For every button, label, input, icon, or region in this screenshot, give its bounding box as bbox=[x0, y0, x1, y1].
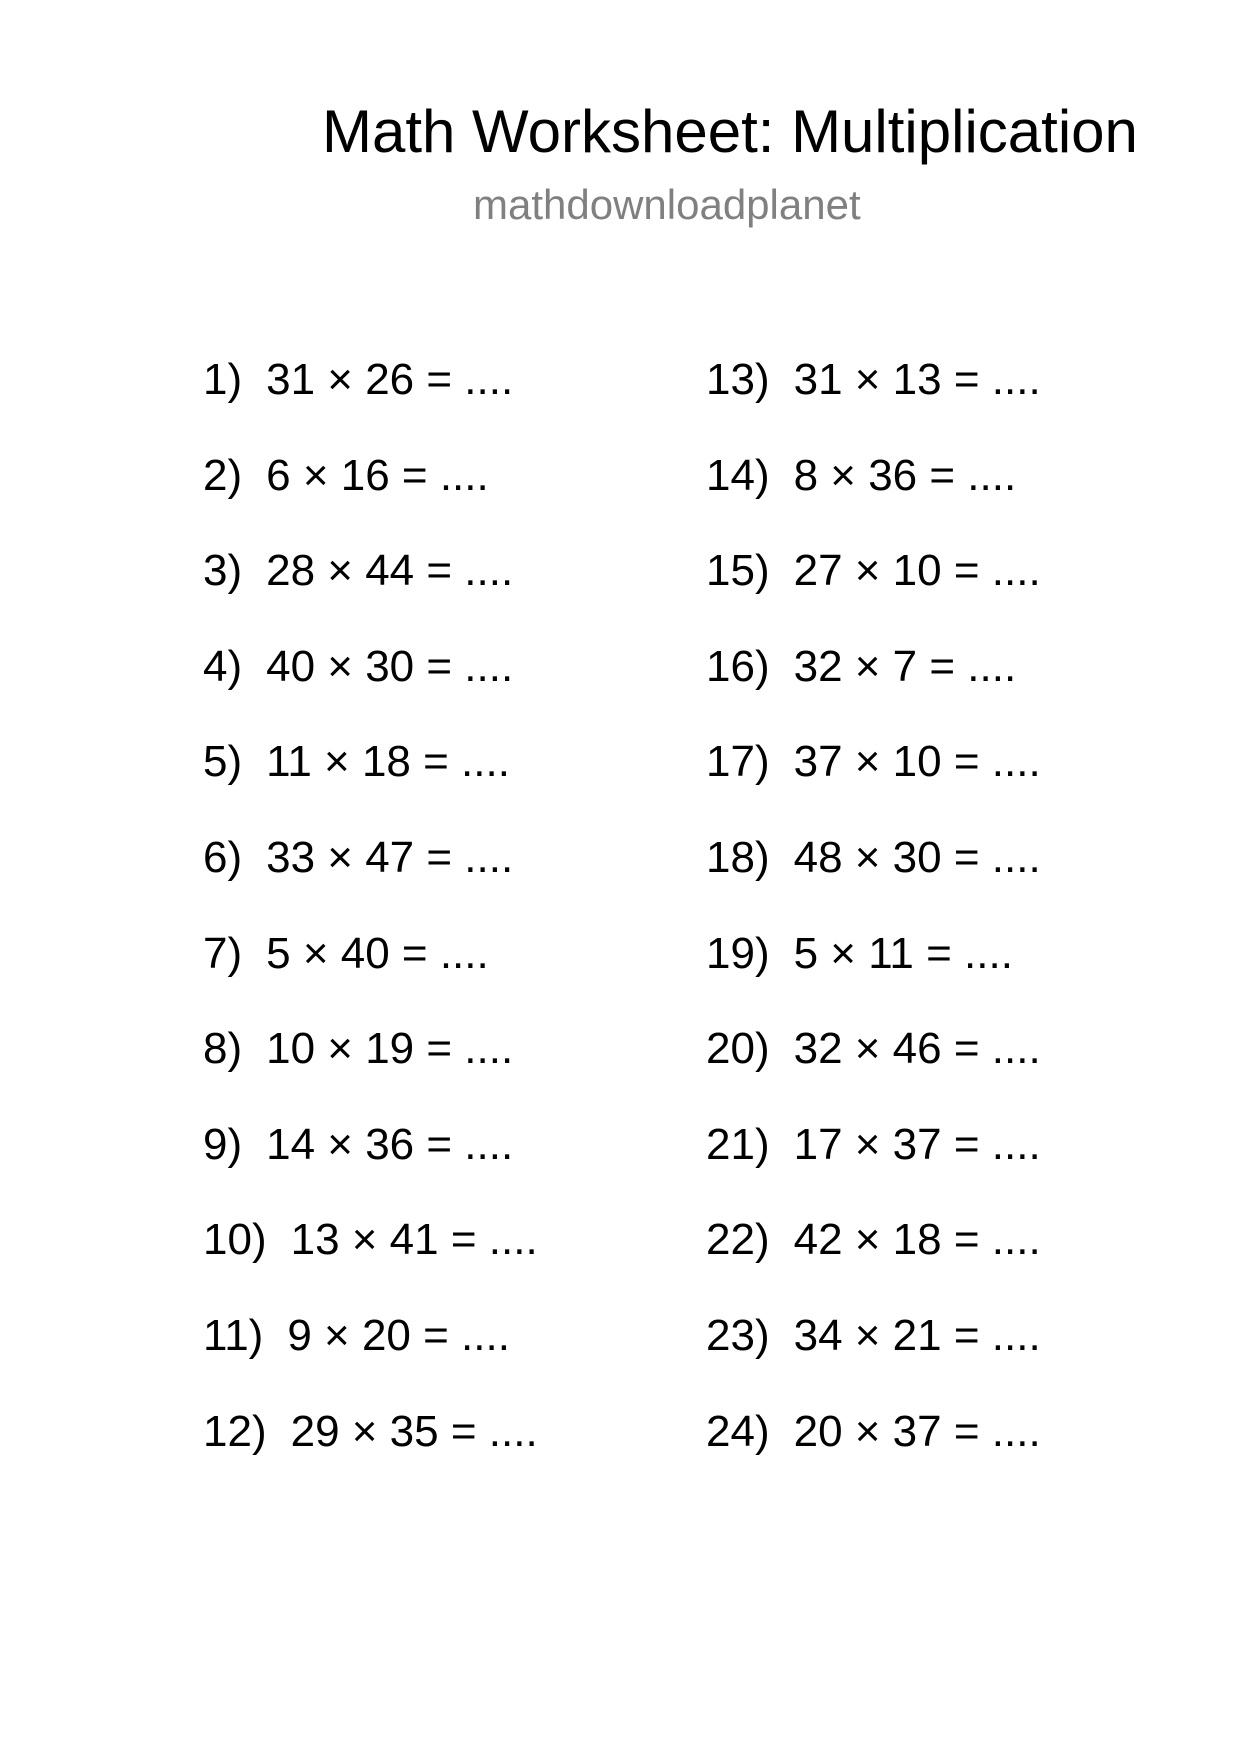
problem-number: 5) bbox=[203, 737, 243, 787]
problem-item bbox=[706, 639, 1041, 735]
problem-item bbox=[203, 830, 538, 926]
problem-item bbox=[706, 1021, 1041, 1117]
problem-item bbox=[203, 448, 538, 544]
problem-expression: 20 × 37 = .... bbox=[793, 1406, 1041, 1456]
problem-item bbox=[706, 1404, 1041, 1500]
problem-item bbox=[203, 352, 538, 448]
problem-expression: 48 × 30 = .... bbox=[793, 832, 1041, 882]
problem-number: 2) bbox=[203, 450, 243, 500]
problem-item bbox=[706, 1308, 1041, 1404]
problem-item bbox=[203, 1308, 538, 1404]
problem-number: 23) bbox=[706, 1310, 770, 1360]
problem-expression: 31 × 13 = .... bbox=[793, 355, 1041, 404]
problem-expression: 34 × 21 = .... bbox=[793, 1310, 1041, 1360]
problem-number: 19) bbox=[706, 928, 770, 978]
problem-expression: 17 × 37 = .... bbox=[793, 1119, 1041, 1169]
problem-expression: 8 × 36 = .... bbox=[793, 450, 1017, 500]
problem-item bbox=[203, 1404, 538, 1500]
problem-expression: 27 × 10 = .... bbox=[793, 546, 1041, 596]
problem-item bbox=[203, 1212, 538, 1308]
problem-expression: 37 × 10 = .... bbox=[793, 737, 1041, 787]
problem-item bbox=[203, 543, 538, 639]
page-title: Math Worksheet: Multiplication bbox=[322, 98, 1138, 165]
problem-number: 10) bbox=[203, 1215, 267, 1265]
problem-number: 21) bbox=[706, 1119, 770, 1169]
problem-expression: 32 × 46 = .... bbox=[793, 1024, 1041, 1074]
problem-expression: 32 × 7 = .... bbox=[793, 641, 1017, 691]
problem-item bbox=[706, 352, 1041, 448]
problem-item bbox=[706, 830, 1041, 926]
problem-expression: 33 × 47 = .... bbox=[266, 832, 514, 882]
problem-expression: 5 × 40 = .... bbox=[266, 928, 489, 978]
problems-column-left bbox=[203, 352, 538, 1499]
problem-number: 6) bbox=[203, 832, 243, 882]
problem-number: 18) bbox=[706, 832, 770, 882]
problem-number: 3) bbox=[203, 546, 243, 596]
problem-item bbox=[706, 1212, 1041, 1308]
problem-item bbox=[203, 926, 538, 1022]
problem-expression: 31 × 26 = .... bbox=[266, 355, 514, 404]
problem-expression: 10 × 19 = .... bbox=[266, 1024, 514, 1074]
problem-expression: 5 × 11 = .... bbox=[793, 928, 1013, 978]
problem-item bbox=[203, 1021, 538, 1117]
problem-item bbox=[706, 1117, 1041, 1213]
problem-number: 15) bbox=[706, 546, 770, 596]
problem-number: 22) bbox=[706, 1215, 770, 1265]
problem-number: 4) bbox=[203, 641, 243, 691]
problem-number: 17) bbox=[706, 737, 770, 787]
problem-expression: 13 × 41 = .... bbox=[290, 1215, 538, 1265]
problem-expression: 42 × 18 = .... bbox=[793, 1215, 1041, 1265]
problem-item bbox=[706, 734, 1041, 830]
problem-item bbox=[203, 734, 538, 830]
problems-column-right bbox=[706, 352, 1041, 1499]
problem-expression: 40 × 30 = .... bbox=[266, 641, 514, 691]
problem-item bbox=[706, 543, 1041, 639]
problem-expression: 9 × 20 = .... bbox=[287, 1310, 510, 1360]
problem-item bbox=[706, 448, 1041, 544]
problem-number: 16) bbox=[706, 641, 770, 691]
problem-number: 12) bbox=[203, 1406, 267, 1456]
problem-number: 8) bbox=[203, 1024, 243, 1074]
problem-expression: 14 × 36 = .... bbox=[266, 1119, 514, 1169]
problem-item bbox=[203, 639, 538, 735]
problem-number: 20) bbox=[706, 1024, 770, 1074]
problem-number: 13) bbox=[706, 355, 770, 404]
page-subtitle: mathdownloadplanet bbox=[473, 181, 861, 228]
problem-number: 9) bbox=[203, 1119, 243, 1169]
problem-number: 7) bbox=[203, 928, 243, 978]
problem-number: 24) bbox=[706, 1406, 770, 1456]
problem-number: 11) bbox=[203, 1310, 264, 1360]
problem-item bbox=[706, 926, 1041, 1022]
problem-item bbox=[203, 1117, 538, 1213]
problem-expression: 28 × 44 = .... bbox=[266, 546, 514, 596]
problem-number: 1) bbox=[203, 355, 243, 404]
problem-expression: 29 × 35 = .... bbox=[290, 1406, 538, 1456]
problem-expression: 11 × 18 = .... bbox=[266, 737, 510, 787]
problem-number: 14) bbox=[706, 450, 770, 500]
problem-expression: 6 × 16 = .... bbox=[266, 450, 489, 500]
